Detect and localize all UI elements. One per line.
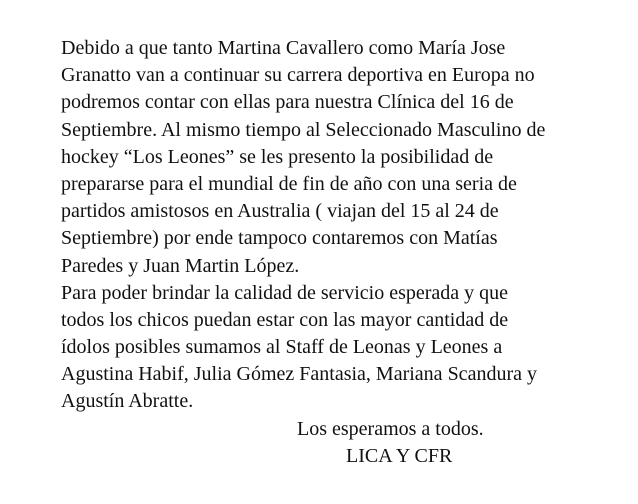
paragraph-line: podremos contar con ellas para nuestra Clínica del 16 de (61, 91, 514, 114)
paragraph-line: Paredes y Juan Martin López. (61, 254, 300, 277)
signature-text: LICA Y CFR (346, 444, 453, 467)
closing-text: Los esperamos a todos. (297, 417, 484, 440)
paragraph-line: Granatto van a continuar su carrera deportiva en Europa no (61, 64, 535, 87)
closing-line (61, 416, 631, 443)
paragraph-2 (61, 280, 631, 416)
paragraph-line: Para poder brindar la calidad de servicio esperada y que (61, 281, 509, 304)
paragraph-line: prepararse para el mundial de fin de año con una seria de (61, 172, 517, 195)
paragraph-1 (61, 35, 631, 280)
paragraph-line: Septiembre) por ende tampoco contaremos con Matías (61, 227, 498, 250)
paragraph-line: todos los chicos puedan estar con las mayor cantidad de (61, 308, 509, 331)
signature-line (61, 443, 631, 470)
paragraph-line: Agustín Abratte. (61, 390, 194, 413)
paragraph-line: hockey “Los Leones” se les presento la posibilidad de (61, 145, 494, 168)
paragraph-line: Septiembre. Al mismo tiempo al Seleccionado Masculino de (61, 118, 546, 141)
paragraph-line: Debido a que tanto Martina Cavallero como María Jose (61, 37, 506, 59)
paragraph-line: partidos amistosos en Australia ( viajan del 15 al 24 de (61, 200, 499, 223)
paragraph-line: ídolos posibles sumamos al Staff de Leonas y Leones a (61, 336, 503, 359)
letter-body (61, 35, 631, 470)
paragraph-line: Agustina Habif, Julia Gómez Fantasia, Mariana Scandura y (61, 363, 537, 386)
